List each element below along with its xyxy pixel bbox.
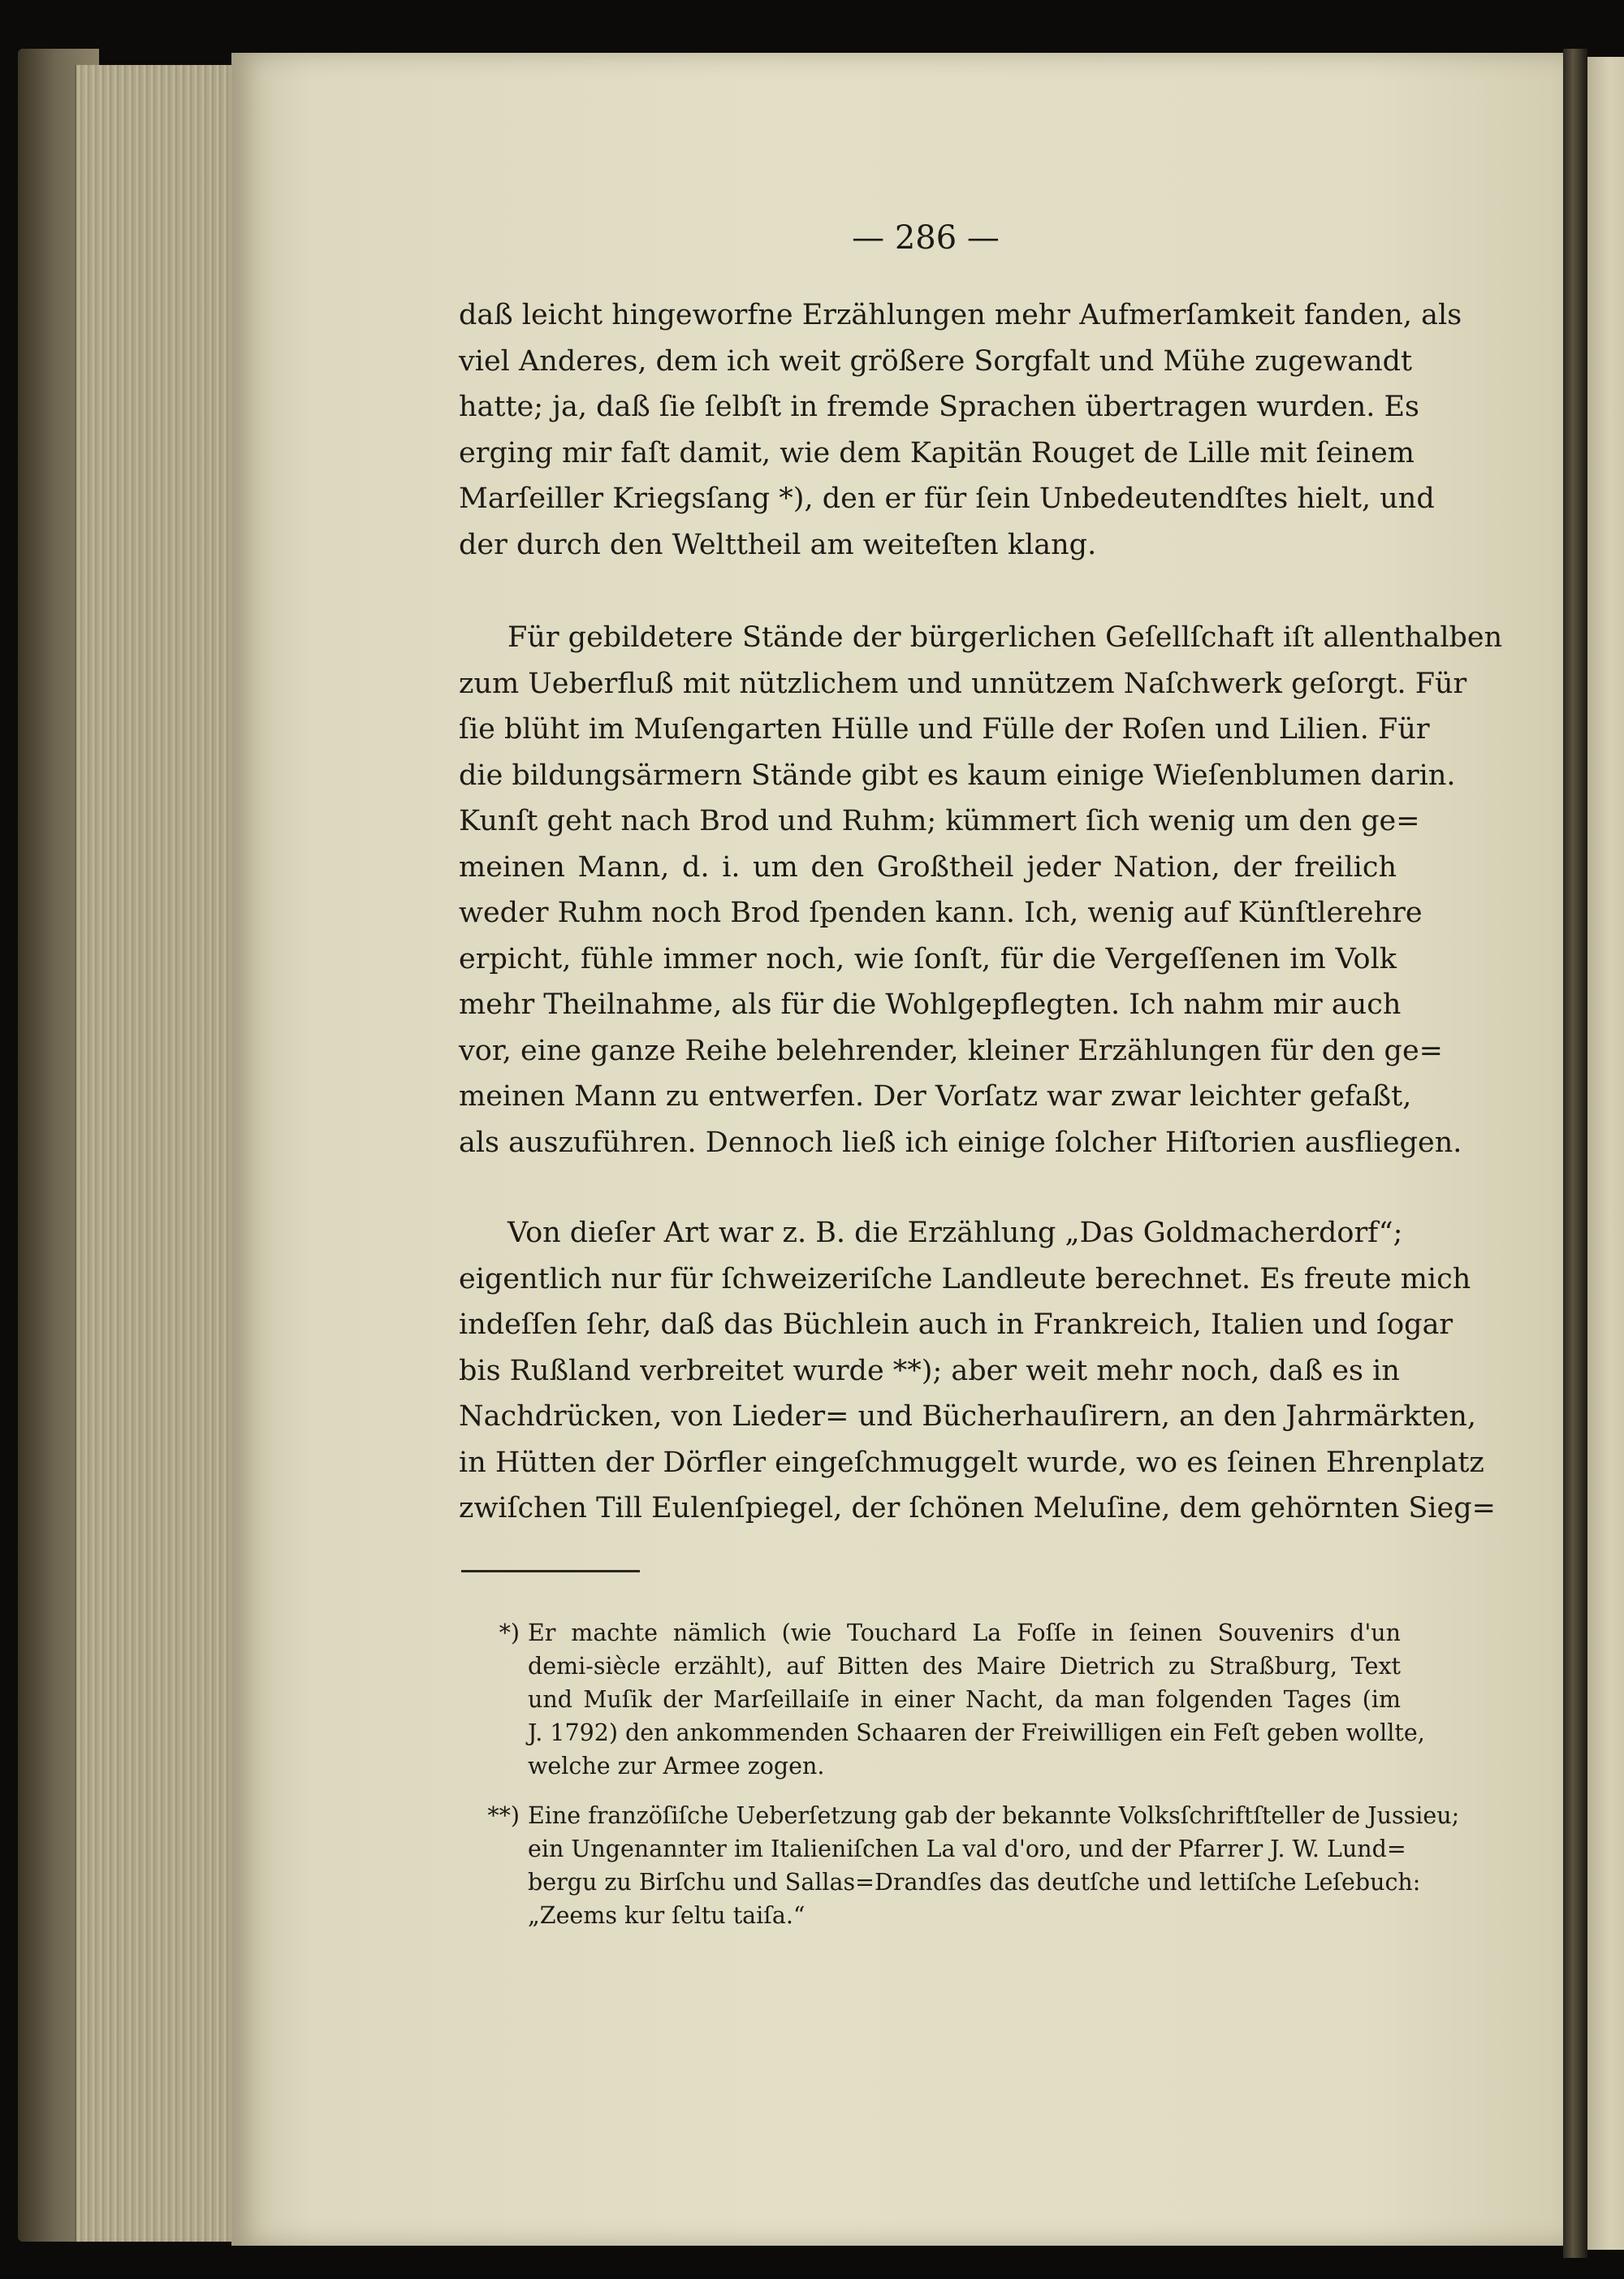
text-line: der durch den Welttheil am weiteſten klang. — [459, 528, 1097, 561]
text-line: daß leicht hingeworfne Erzählungen mehr Aufmerſamkeit fanden, als — [459, 299, 1462, 331]
paragraph-1 — [459, 292, 1462, 568]
book-gutter — [1563, 49, 1587, 2258]
text-line: Für gebildetere Stände der bürgerlichen Geſellſchaft iſt allenthalben — [508, 621, 1503, 654]
footnote-line: bergu zu Birſchu und Sallas=Drandſes das deutſche und lettiſche Leſebuch: — [528, 1869, 1421, 1896]
text-line: erging mir faſt damit, wie dem Kapitän Rouget de Lille mit ſeinem — [459, 436, 1415, 469]
facing-page-edge — [1587, 57, 1624, 2250]
text-line: die bildungsärmern Stände gibt es kaum einige Wieſenblumen darin. — [459, 759, 1456, 792]
text-line: vor, eine ganze Reihe belehrender, kleiner Erzählungen für den ge= — [459, 1034, 1443, 1067]
text-line: zwiſchen Till Eulenſpiegel, der ſchönen Meluſine, dem gehörnten Sieg= — [459, 1492, 1496, 1524]
paragraph-3 — [459, 1210, 1496, 1532]
footnote-line: Eine franzöſiſche Ueberſetzung gab der bekannte Volksſchriftſteller de Jussieu; — [528, 1802, 1460, 1829]
text-line: hatte; ja, daß ſie ſelbſt in fremde Sprachen übertragen wurden. Es — [459, 391, 1419, 423]
text-line: Marſeiller Kriegsſang *), den er für ſein Unbedeutendſtes hielt, und — [459, 482, 1435, 515]
text-line: Kunſt geht nach Brod und Ruhm; kümmert ſich wenig um den ge= — [459, 805, 1420, 837]
footnote-line: „Zeems kur ſeltu taiſa.“ — [528, 1902, 806, 1929]
page-number: — 286 — — [852, 219, 1000, 257]
paragraph-2 — [459, 615, 1503, 1165]
footnote-line: und Muſik der Marſeillaiſe in einer Nacht, da man folgenden Tages (im — [528, 1686, 1401, 1713]
footnote-marker: **) — [487, 1802, 520, 1829]
text-line: in Hütten der Dörfler eingeſchmuggelt wurde, wo es ſeinen Ehrenplatz — [459, 1446, 1484, 1479]
footnote-line: ein Ungenannter im Italieniſchen La val d'oro, und der Pfarrer J. W. Lund= — [528, 1836, 1406, 1862]
text-line: ſie blüht im Muſengarten Hülle und Fülle der Roſen und Lilien. Für — [459, 713, 1430, 746]
footnote-line: Er machte nämlich (wie Touchard La Foſſe in ſeinen Souvenirs d'un — [528, 1620, 1401, 1646]
footnote-separator — [461, 1570, 640, 1572]
footnote-line: J. 1792) den ankommenden Schaaren der Freiwilligen ein Feſt geben wollte, — [528, 1719, 1425, 1746]
footnote-1 — [459, 1616, 1425, 1783]
text-line: indeſſen ſehr, daß das Büchlein auch in Frankreich, Italien und ſogar — [459, 1308, 1453, 1341]
text-line: meinen Mann, d. i. um den Großtheil jeder Nation, der freilich — [459, 850, 1397, 884]
footnote-marker: *) — [499, 1620, 520, 1646]
text-line: Von dieſer Art war z. B. die Erzählung „Das Goldmacherdorf“; — [508, 1217, 1403, 1249]
footnote-2 — [459, 1799, 1460, 1932]
text-line: weder Ruhm noch Brod ſpenden kann. Ich, wenig auf Künſtlerehre — [459, 897, 1423, 929]
text-line: erpicht, fühle immer noch, wie ſonſt, für die Vergeſſenen im Volk — [459, 942, 1397, 975]
page-stack-edges — [75, 65, 239, 2242]
text-line: Nachdrücken, von Lieder= und Bücherhauſirern, an den Jahrmärkten, — [459, 1400, 1477, 1433]
text-line: als auszuführen. Dennoch ließ ich einige ſolcher Hiſtorien ausfliegen. — [459, 1126, 1462, 1159]
footnote-line: demi-siècle erzählt), auf Bitten des Maire Dietrich zu Straßburg, Text — [528, 1653, 1401, 1680]
text-line: zum Ueberfluß mit nützlichem und unnützem Naſchwerk geſorgt. Für — [459, 667, 1467, 700]
text-line: viel Anderes, dem ich weit größere Sorgfalt und Mühe zugewandt — [459, 344, 1413, 378]
text-line: mehr Theilnahme, als für die Wohlgepflegten. Ich nahm mir auch — [459, 988, 1402, 1021]
text-line: eigentlich nur für ſchweizeriſche Landleute berechnet. Es freute mich — [459, 1262, 1471, 1295]
text-line: meinen Mann zu entwerfen. Der Vorſatz war zwar leichter gefaßt, — [459, 1080, 1412, 1113]
text-line: bis Rußland verbreitet wurde **); aber weit mehr noch, daß es in — [459, 1354, 1400, 1387]
footnote-line: welche zur Armee zogen. — [528, 1753, 825, 1780]
